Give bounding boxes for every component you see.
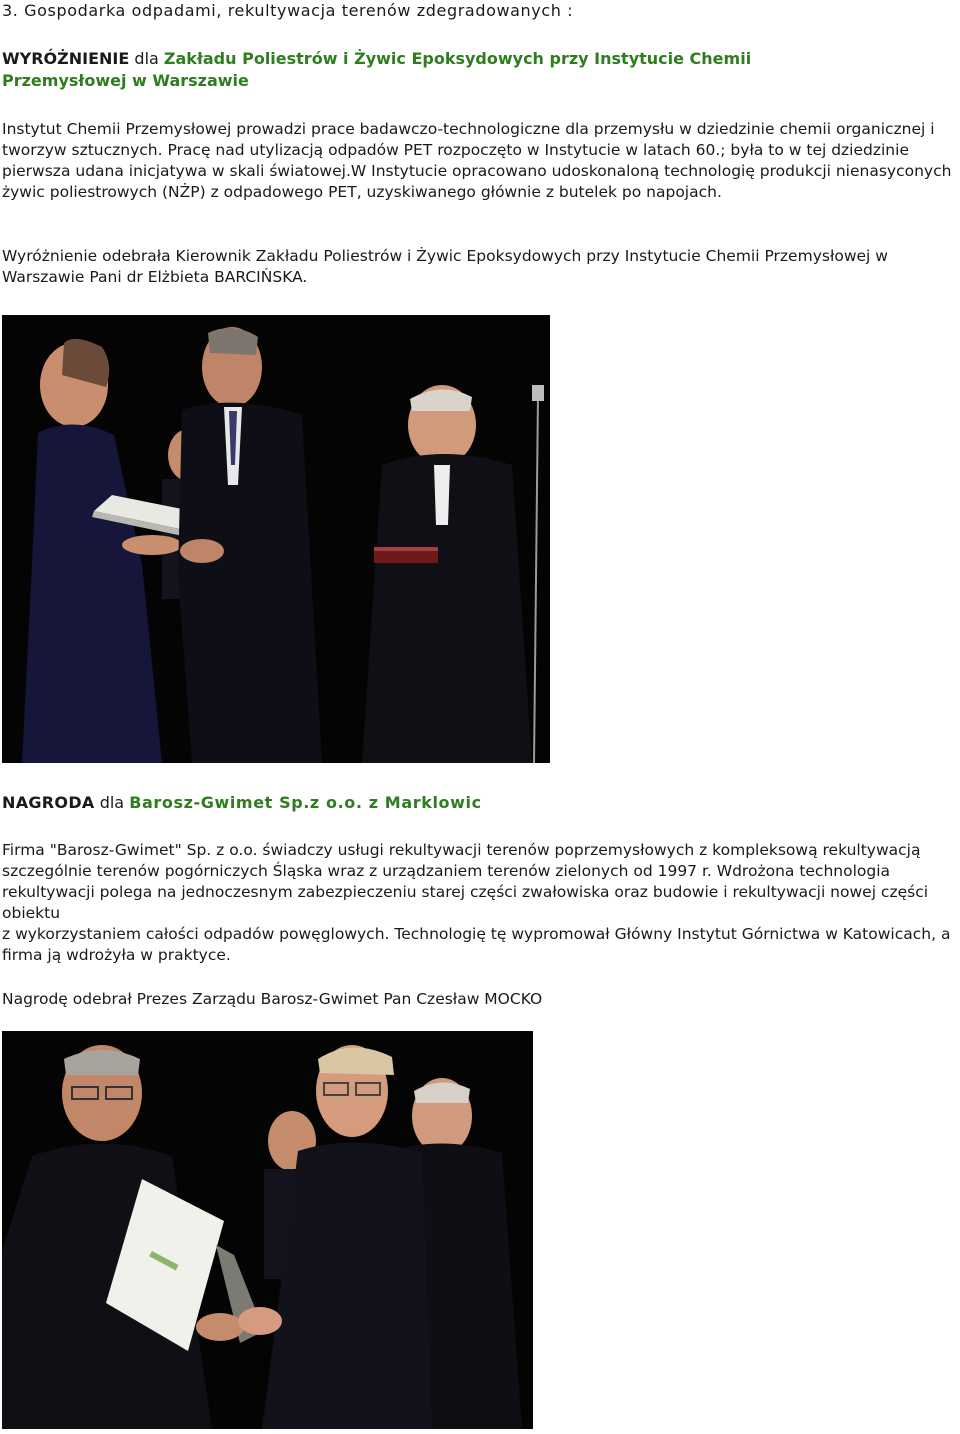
award2-label: NAGRODA [2, 793, 95, 812]
award1-recipient-line2: Przemysłowej w Warszawie [2, 71, 249, 90]
award2-description [2, 840, 958, 966]
award2-ceremony-photo [2, 1031, 533, 1429]
award1-heading-line1 [2, 48, 958, 70]
award1-heading [2, 48, 958, 92]
section-title: 3. Gospodarka odpadami, rekultywacja terenów zdegradowanych : [2, 1, 574, 20]
award1-receiver: Wyróżnienie odebrała Kierownik Zakładu Poliestrów i Żywic Epoksydowych przy Instytucie Chemii Przemysłowej w Warszawie Pani dr Elżbieta BARCIŃSKA. [2, 247, 888, 286]
award1-label: WYRÓŻNIENIE [2, 49, 130, 68]
award2-receiver: Nagrodę odebrał Prezes Zarządu Barosz-Gwimet Pan Czesław MOCKO [2, 990, 543, 1008]
award2-description-2: z wykorzystaniem całości odpadów powęglowych. Technologię tę wypromował Główny Instytut Górnictwa w Katowicach, a firma ją wdrożyła w praktyce. [2, 925, 951, 964]
award1-description: Instytut Chemii Przemysłowej prowadzi prace badawczo-technologiczne dla przemysłu w dziedzinie chemii organicznej i tworzyw sztucznych. Pracę nad utylizacją odpadów PET rozpoczęto w Instytucie w latach 60.; była to w tej dziedzinie pierwsza udana inicjatywa w skali światowej.W Instytucie opracowano udoskonaloną technologię produkcji nienasyconych żywic poliestrowych (NŻP) z odpadowego PET, uzyskiwanego głównie z butelek po napojach. [2, 120, 952, 201]
award2-description-1: Firma "Barosz-Gwimet" Sp. z o.o. świadczy usługi rekultywacji terenów poprzemysłowych z kompleksową rekultywacją szczególnie terenów pogórniczych Śląska wraz z urządzaniem terenów zielonych od 1997 r. Wdrożona technologia rekultywacji polega na jednoczesnym zabezpieczeniu starej części zwałowiska oraz budowie i rekultywacji nowej części obiektu [2, 841, 929, 922]
award2-connector: dla [99, 793, 125, 812]
award2-heading [2, 792, 958, 814]
award2-recipient: Barosz-Gwimet Sp.z o.o. z Marklowic [129, 793, 482, 812]
award1-recipient-line1: Zakładu Poliestrów i Żywic Epoksydowych przy Instytucie Chemii [163, 49, 752, 68]
award1-connector: dla [134, 49, 159, 68]
award1-ceremony-photo [2, 315, 550, 763]
